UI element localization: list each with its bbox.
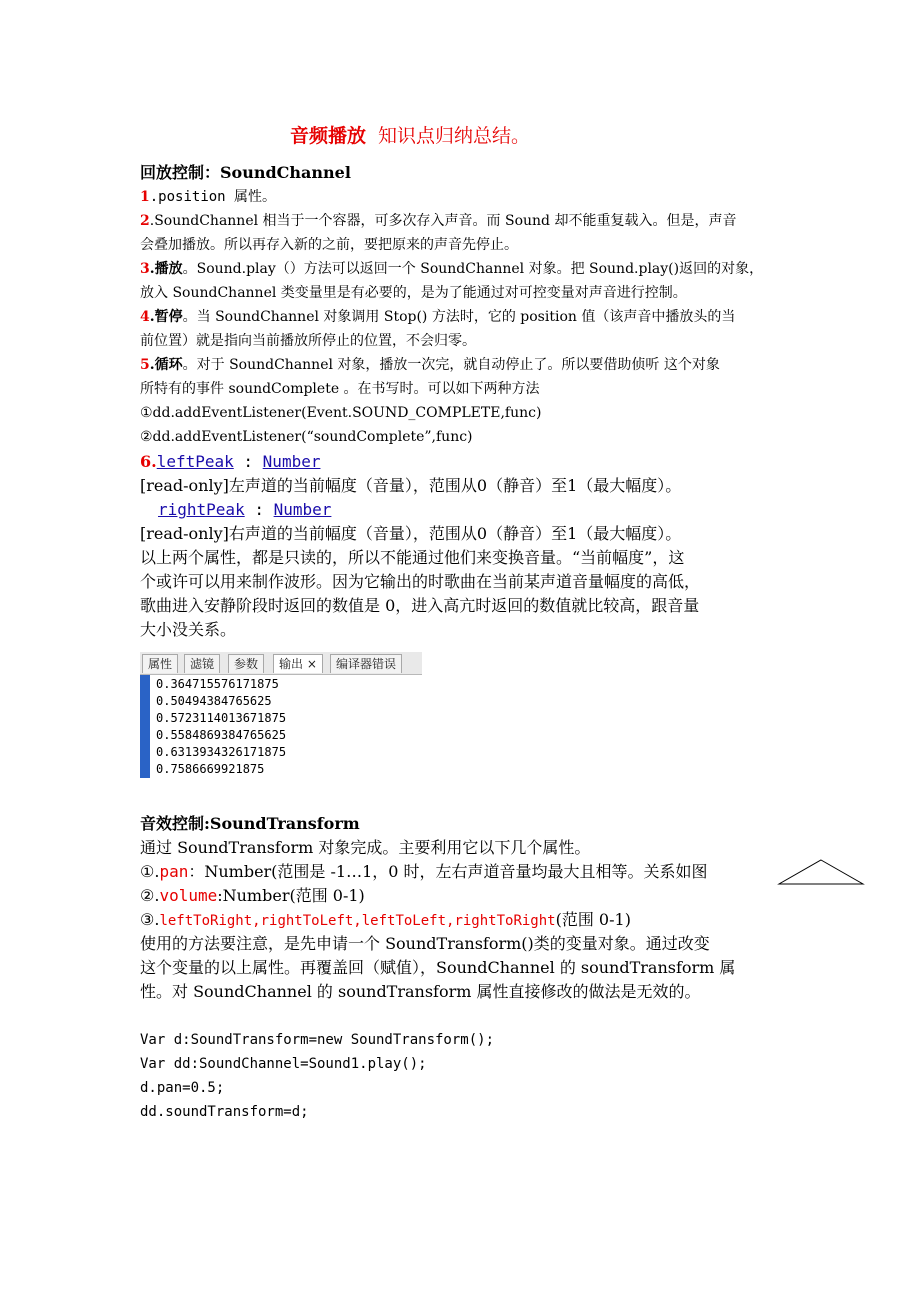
item-4-label: .暂停 xyxy=(149,309,183,325)
tab-output-label: 输出 xyxy=(279,657,304,671)
section2-heading: 音效控制:SoundTransform xyxy=(140,814,360,833)
code-line: Var d:SoundTransform=new SoundTransform(); xyxy=(140,1032,495,1048)
item-2-text: .SoundChannel 相当于一个容器，可多次存入声音。而 Sound 却不能重复载入。但是，声音 xyxy=(149,213,737,229)
item-3-label: .播放 xyxy=(149,261,183,277)
property-volume xyxy=(140,884,365,908)
item-2-line1 xyxy=(140,211,736,231)
property-pan-index: ①. xyxy=(140,862,160,881)
property-mix-index: ③. xyxy=(140,910,160,929)
property-mix-names: leftToRight,rightToLeft,leftToLeft,rightToRight xyxy=(159,913,556,929)
output-line: 0.6313934326171875 xyxy=(156,745,287,759)
output-line: 0.7586669921875 xyxy=(156,762,265,776)
rightpeak-link[interactable]: rightPeak xyxy=(158,500,245,519)
item-6-left-peak xyxy=(140,450,320,474)
property-pan-desc: ：Number(范围是 -1…1，0 时，左右声道音量均最大且相等。关系如图 xyxy=(188,862,708,881)
item-6-number: 6. xyxy=(140,452,157,471)
item-1-number: 1 xyxy=(140,189,150,205)
item-3-text: 。Sound.play（）方法可以返回一个 SoundChannel 对象。把 Sound.play()返回的对象， xyxy=(182,261,764,277)
item-3-number: 3 xyxy=(140,261,150,277)
output-line: 0.5584869384765625 xyxy=(156,728,287,742)
rightpeak-sep: : xyxy=(244,500,274,519)
output-panel-screenshot xyxy=(140,652,422,778)
item-1 xyxy=(140,187,276,207)
item-4-line1 xyxy=(140,307,735,327)
output-area xyxy=(140,675,422,778)
para1-line1: 以上两个属性，都是只读的，所以不能通过他们来变换音量。“当前幅度”，这 xyxy=(140,548,685,567)
item-6-right-peak xyxy=(158,498,331,522)
item-4-number: 4 xyxy=(140,309,150,325)
property-pan xyxy=(140,860,708,884)
output-scroll-gutter xyxy=(140,675,150,778)
rightpeak-type-link[interactable]: Number xyxy=(273,500,332,519)
tab-properties[interactable]: 属性 xyxy=(142,654,178,673)
property-volume-index: ②. xyxy=(140,886,160,905)
code-line: dd.soundTransform=d; xyxy=(140,1104,309,1120)
output-line: 0.364715576171875 xyxy=(156,677,279,691)
leftpeak-desc: [read-only]左声道的当前幅度（音量），范围从0（静音）至1（最大幅度）。 xyxy=(140,476,682,495)
rightpeak-desc: [read-only]右声道的当前幅度（音量），范围从0（静音）至1（最大幅度）。 xyxy=(140,524,682,543)
section2-para-line2: 这个变量的以上属性。再覆盖回（赋值），SoundChannel 的 soundTransform 属 xyxy=(140,958,736,977)
tab-parameters[interactable]: 参数 xyxy=(228,654,264,673)
item-5-text: 。对于 SoundChannel 对象，播放一次完，就自动停止了。所以要借助侦听 这个对象 xyxy=(182,357,720,373)
title-rest: 知识点归纳总结。 xyxy=(378,125,531,147)
close-icon[interactable]: × xyxy=(306,657,317,671)
leftpeak-sep: : xyxy=(233,452,263,471)
title-bold: 音频播放 xyxy=(289,125,366,147)
page-title xyxy=(140,124,680,148)
item-5-line1 xyxy=(140,355,720,375)
output-line: 0.5723114013671875 xyxy=(156,711,287,725)
panel-tab-bar xyxy=(140,652,422,675)
code-line: d.pan=0.5; xyxy=(140,1080,225,1096)
para1-line3: 歌曲进入安静阶段时返回的数值是 0，进入高亢时返回的数值就比较高，跟音量 xyxy=(140,596,700,615)
code-line: Var dd:SoundChannel=Sound1.play(); xyxy=(140,1056,427,1072)
property-volume-desc: :Number(范围 0-1) xyxy=(217,886,365,905)
item-5-line2: 所特有的事件 soundComplete 。在书写时。可以如下两种方法 xyxy=(140,381,540,397)
item-3-line2: 放入 SoundChannel 类变量里是有必要的，是为了能通过对可控变量对声音进行控制。 xyxy=(140,285,687,301)
tab-output[interactable] xyxy=(273,654,323,673)
tab-filters[interactable]: 滤镜 xyxy=(184,654,220,673)
item-5-label: .循环 xyxy=(149,357,183,373)
output-line: 0.50494384765625 xyxy=(156,694,272,708)
pan-relation-triangle-icon xyxy=(777,858,865,886)
item-4-line2: 前位置）就是指向当前播放所停止的位置，不会归零。 xyxy=(140,333,476,349)
para1-line2: 个或许可以用来制作波形。因为它输出的时歌曲在当前某声道音量幅度的高低， xyxy=(140,572,701,591)
item-4-text: 。当 SoundChannel 对象调用 Stop() 方法时，它的 position 值（该声音中播放头的当 xyxy=(182,309,736,325)
property-pan-name: pan xyxy=(159,862,189,881)
leftpeak-link[interactable]: leftPeak xyxy=(156,452,234,471)
item-5-method-1: ①dd.addEventListener(Event.SOUND_COMPLETE,func) xyxy=(140,405,542,421)
item-5-method-2: ②dd.addEventListener(“soundComplete”,func) xyxy=(140,429,473,445)
property-volume-name: volume xyxy=(159,886,218,905)
item-3-line1 xyxy=(140,259,763,279)
item-2-number: 2 xyxy=(140,213,150,229)
section2-para-line3: 性。对 SoundChannel 的 soundTransform 属性直接修改的做法是无效的。 xyxy=(140,982,701,1001)
property-channel-mix xyxy=(140,908,631,933)
tab-compiler-errors[interactable]: 编译器错误 xyxy=(330,654,402,673)
item-2-line2: 会叠加播放。所以再存入新的之前，要把原来的声音先停止。 xyxy=(140,237,518,253)
property-mix-desc: (范围 0-1) xyxy=(555,910,631,929)
section1-heading: 回放控制：SoundChannel xyxy=(140,163,351,182)
section2-intro: 通过 SoundTransform 对象完成。主要利用它以下几个属性。 xyxy=(140,838,591,857)
output-values xyxy=(156,676,286,778)
item-5-number: 5 xyxy=(140,357,150,373)
item-1-text: .position 属性。 xyxy=(149,189,277,205)
leftpeak-type-link[interactable]: Number xyxy=(262,452,321,471)
para1-line4: 大小没关系。 xyxy=(140,620,237,639)
section2-para-line1: 使用的方法要注意，是先申请一个 SoundTransform()类的变量对象。通过改变 xyxy=(140,934,710,953)
